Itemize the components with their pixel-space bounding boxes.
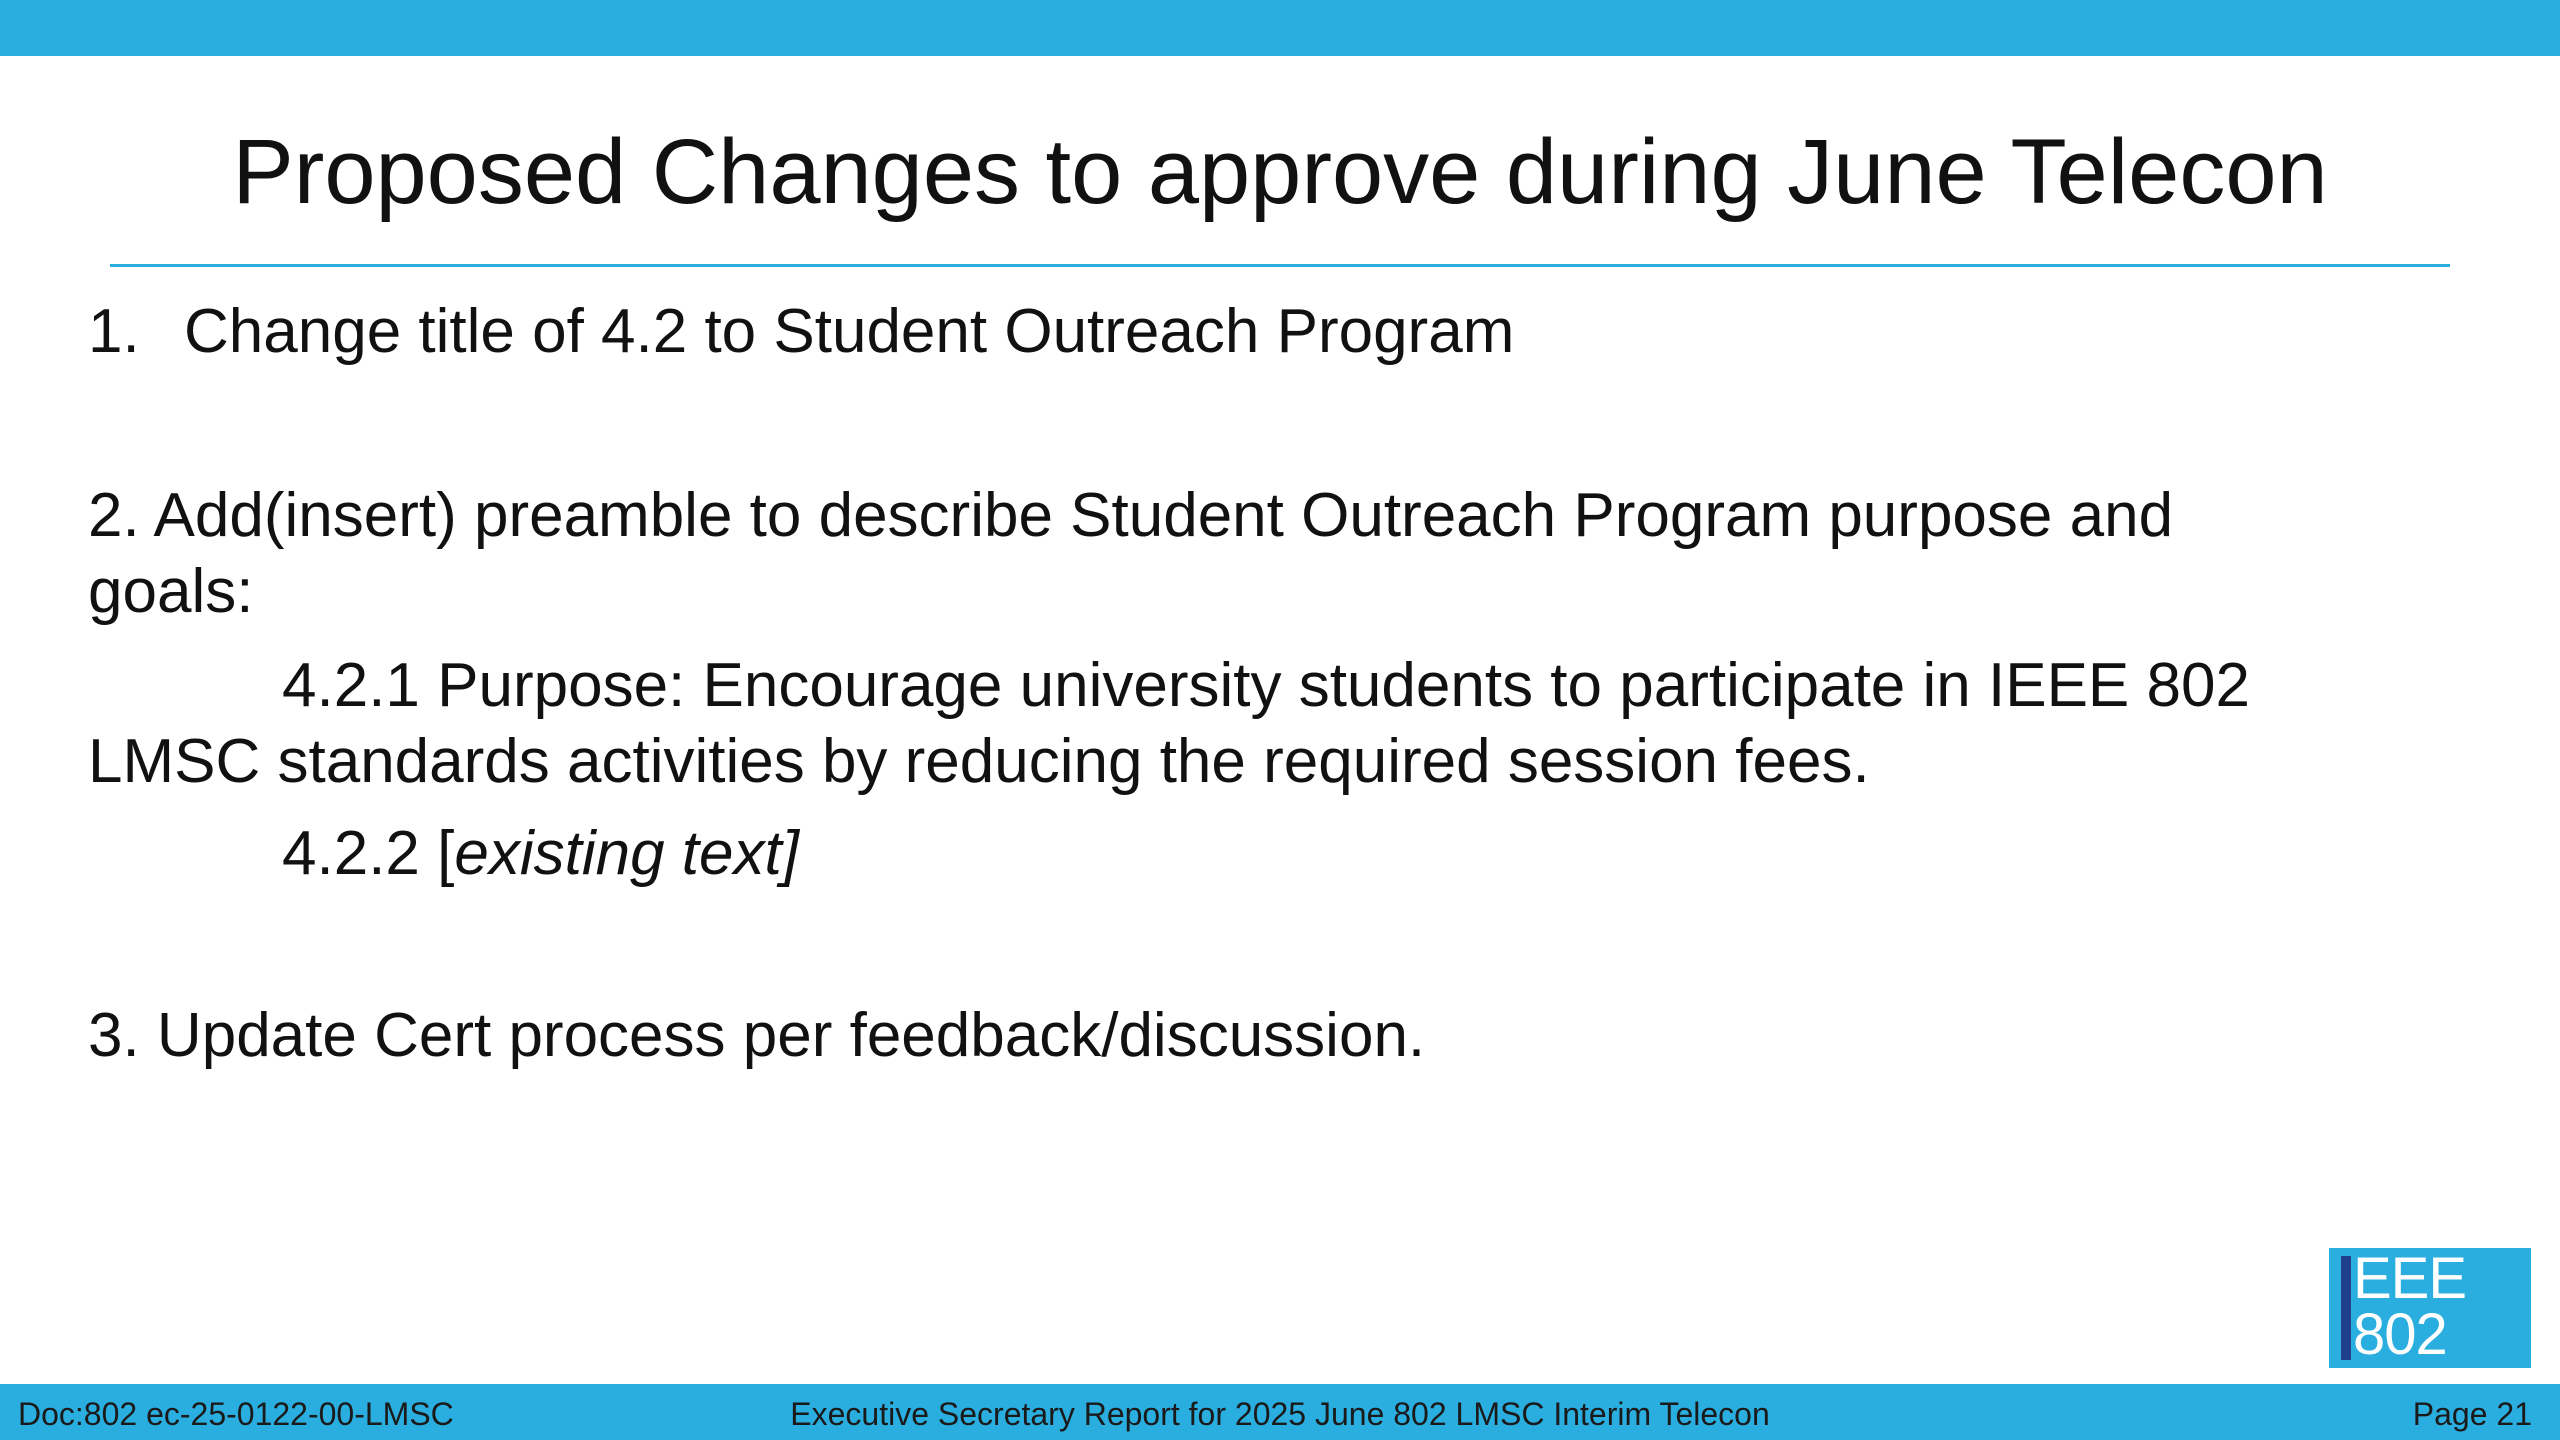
sub-item-4-2-1-line-1: 4.2.1 Purpose: Encourage university students to participate in IEEE 802 <box>282 651 2250 720</box>
list-item-3: 3. Update Cert process per feedback/discussion. <box>88 1001 1426 1070</box>
list-item-2-line-2: goals: <box>88 557 254 626</box>
header-bar <box>0 0 2560 56</box>
sub-item-4-2-2-prefix: 4.2.2 [ <box>282 819 455 888</box>
footer-doc-id: Doc:802 ec-25-0122-00-LMSC <box>18 1396 454 1432</box>
list-item-2 <box>88 478 2173 630</box>
list-item-1 <box>88 294 1514 370</box>
footer-page-number: Page 21 <box>2412 1396 2532 1432</box>
title-divider <box>110 264 2450 267</box>
logo-line-1: EEE <box>2353 1248 2467 1311</box>
sub-item-4-2-2 <box>88 816 799 892</box>
sub-item-4-2-1-line-2: LMSC standards activities by reducing the required session fees. <box>88 727 1870 796</box>
list-item-1-text: Change title of 4.2 to Student Outreach Program <box>184 297 1515 366</box>
logo-bar <box>2341 1256 2351 1360</box>
list-item-1-number: 1. <box>88 297 140 366</box>
sub-item-4-2-2-italic: existing text] <box>454 819 799 888</box>
ieee-802-logo <box>2329 1248 2531 1368</box>
list-item-2-line-1: 2. Add(insert) preamble to describe Student Outreach Program purpose and <box>88 481 2174 550</box>
slide-title: Proposed Changes to approve during June Telecon <box>232 121 2328 223</box>
sub-item-4-2-1 <box>88 648 2250 800</box>
footer-report-title: Executive Secretary Report for 2025 June 802 LMSC Interim Telecon <box>790 1396 1770 1432</box>
logo-line-2: 802 <box>2353 1302 2447 1367</box>
